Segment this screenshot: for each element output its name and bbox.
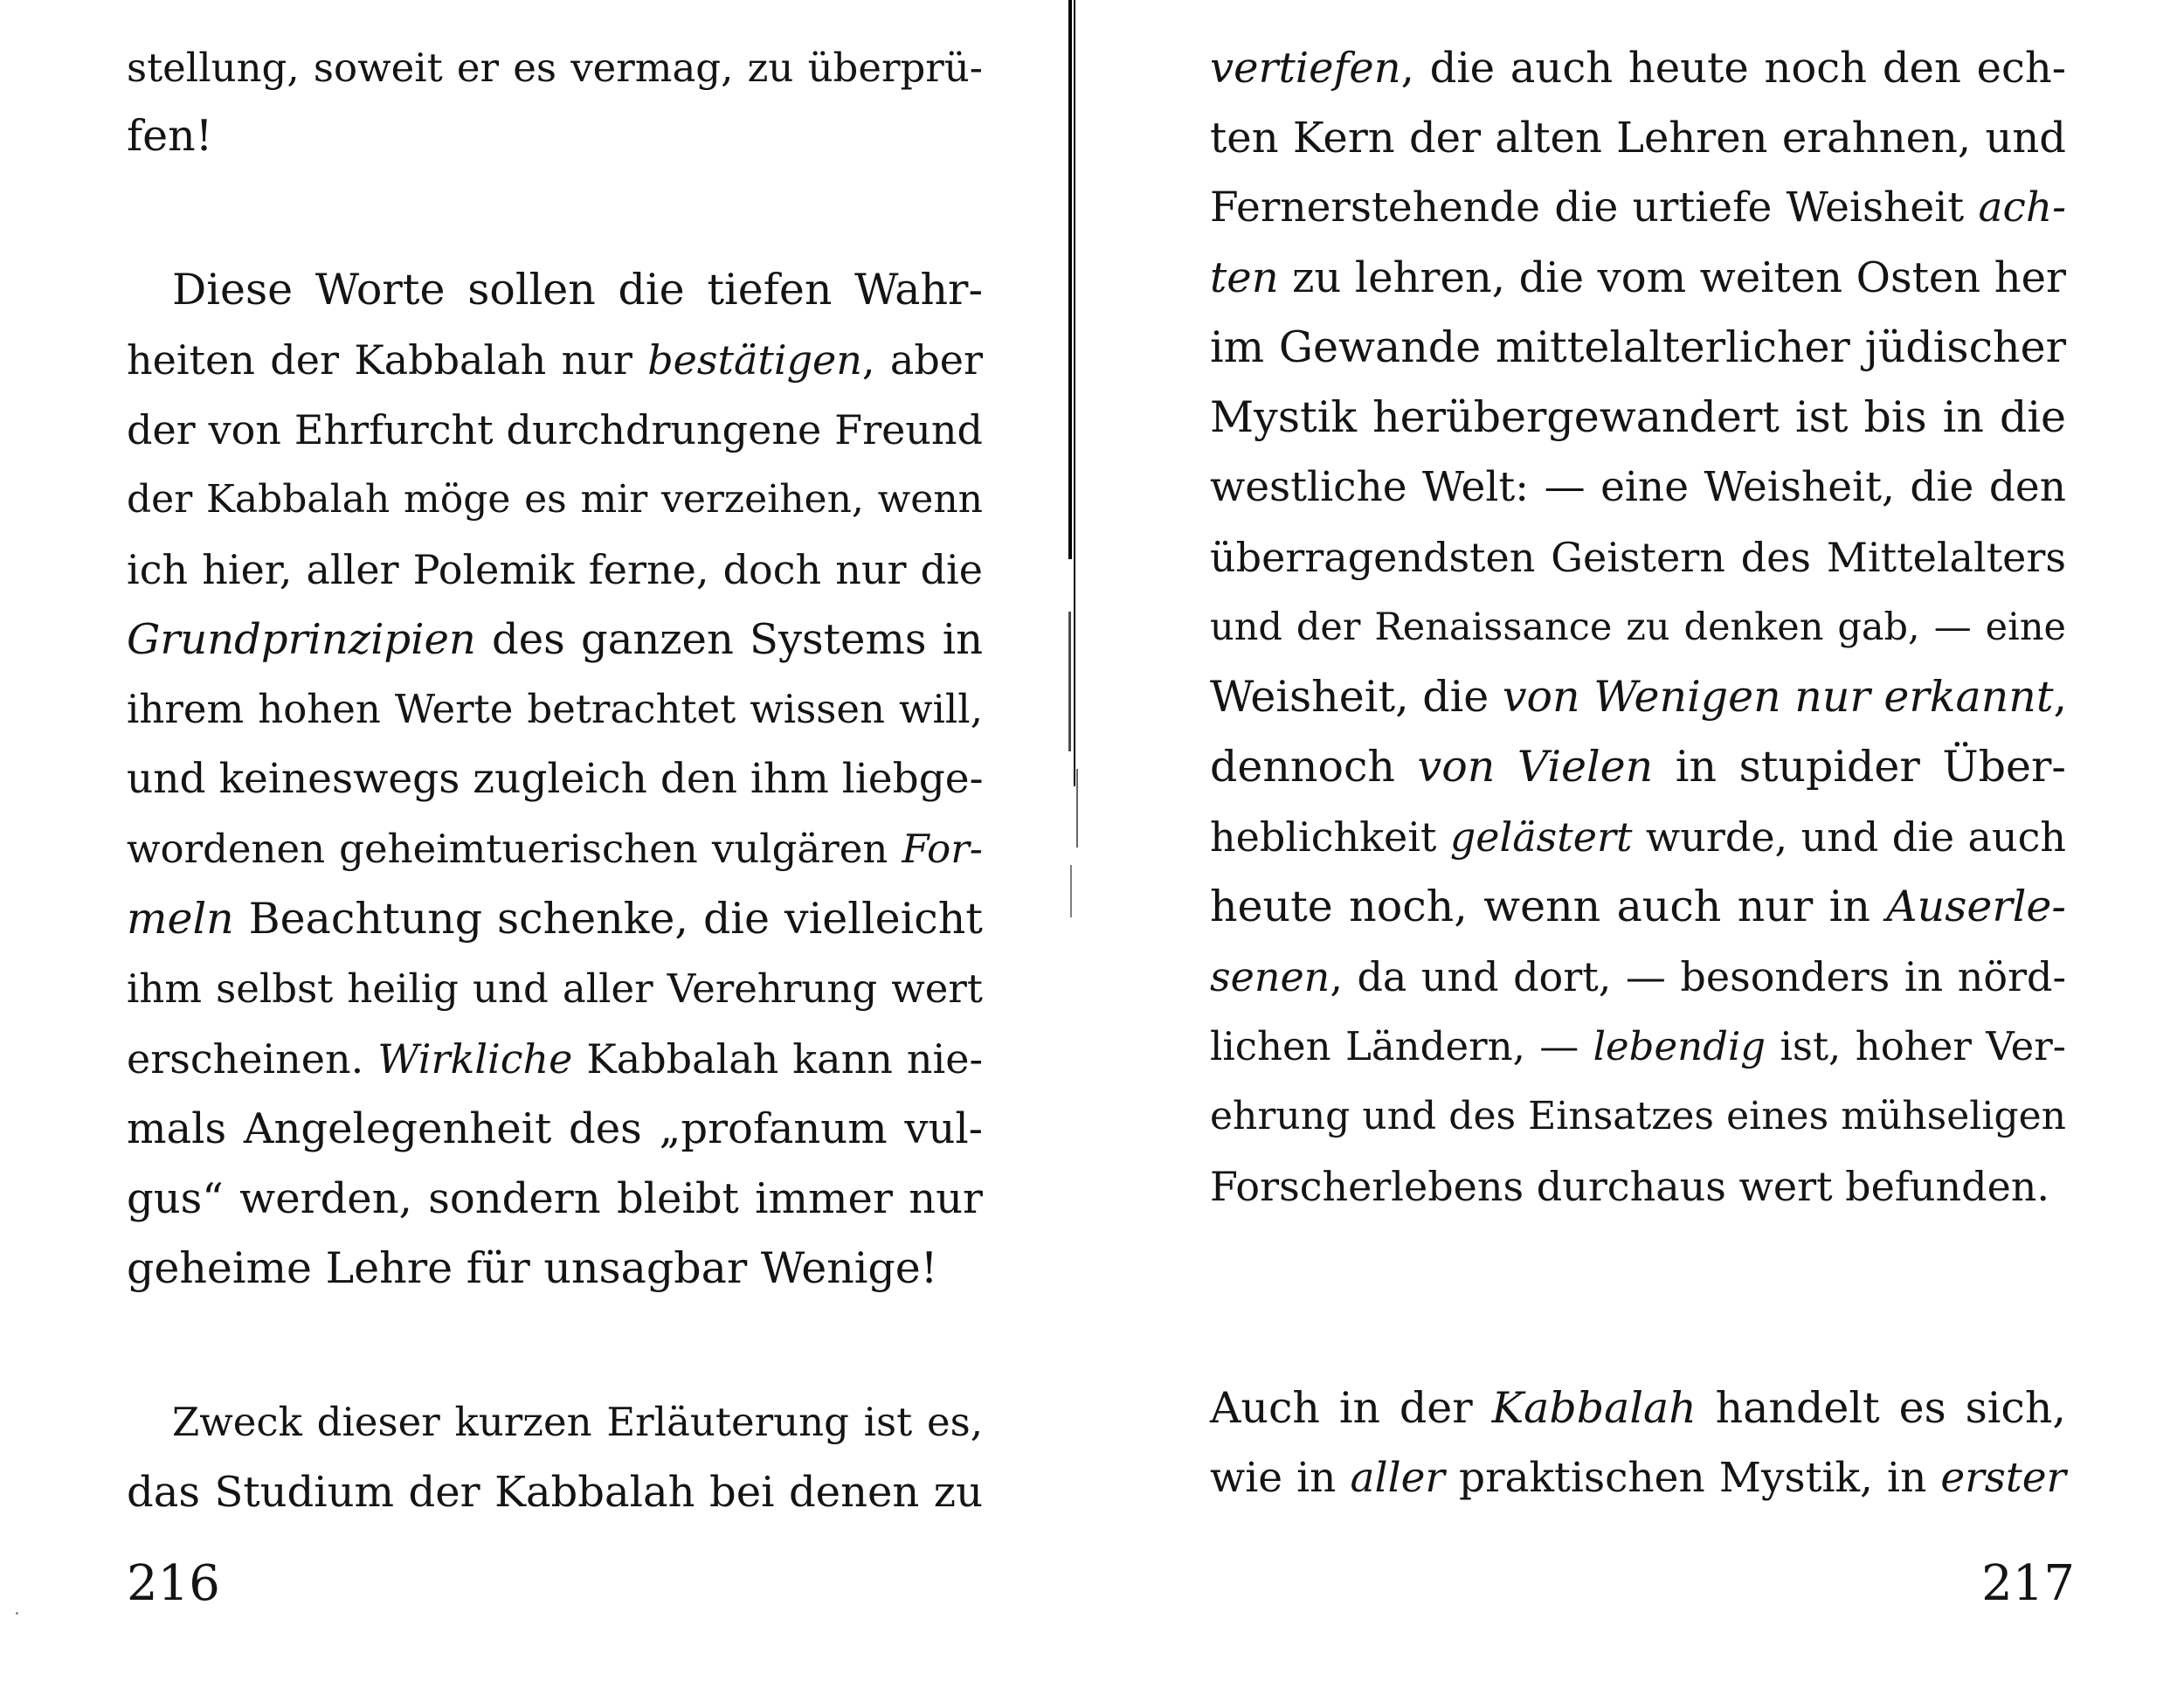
- text-line: ten Kern der alten Lehren erahnen, und: [1210, 114, 2066, 163]
- text-line: stellung, soweit er es vermag, zu überprü-: [127, 45, 983, 91]
- text-line: Forscherlebens durchaus wert befunden.: [1210, 1163, 2050, 1210]
- text-line: fen!: [127, 111, 213, 161]
- emphasis-text: Auserle-: [1886, 882, 2066, 931]
- text-line: ihrem hohen Werte betrachtet wissen will,: [127, 686, 983, 732]
- text-line: senen, da und dort, — besonders in nörd-: [1210, 953, 2066, 1000]
- page-gutter-shadow: [1061, 0, 1088, 961]
- text-line: Diese Worte sollen die tiefen Wahr-: [172, 265, 983, 315]
- emphasis-text: von Wenigen nur erkannt: [1502, 672, 2054, 722]
- text-line: der von Ehrfurcht durchdrungene Freund: [127, 406, 983, 453]
- emphasis-text: vertiefen: [1210, 44, 1401, 93]
- emphasis-text: For-: [902, 826, 983, 872]
- text-line: lichen Ländern, — lebendig ist, hoher Ver-: [1210, 1023, 2067, 1069]
- emphasis-text: ten: [1210, 253, 1279, 302]
- text-line: heiten der Kabbalah nur bestätigen, aber: [127, 336, 983, 384]
- emphasis-text: gelästert: [1449, 813, 1633, 861]
- emphasis-text: lebendig: [1593, 1023, 1766, 1069]
- text-line: geheime Lehre für unsagbar Wenige!: [127, 1243, 938, 1293]
- emphasis-text: bestätigen: [647, 336, 862, 384]
- text-line: mals Angelegenheit des „profanum vul-: [127, 1104, 983, 1153]
- emphasis-text: ach-: [1978, 183, 2066, 232]
- text-line: Mystik herübergewandert ist bis in die: [1210, 392, 2066, 442]
- text-line: wie in aller praktischen Mystik, in erster: [1210, 1454, 2066, 1502]
- text-line: gus“ werden, sondern bleibt immer nur: [127, 1174, 983, 1223]
- text-line: heute noch, wenn auch nur in Auserle-: [1210, 882, 2066, 931]
- emphasis-text: meln: [127, 894, 234, 944]
- text-line: Fernerstehende die urtiefe Weisheit ach-: [1210, 183, 2066, 232]
- text-line: der Kabbalah möge es mir verzeihen, wenn: [127, 477, 983, 522]
- text-line: und der Renaissance zu denken gab, — eine: [1210, 605, 2066, 649]
- text-line: heblichkeit gelästert wurde, und die auch: [1210, 813, 2066, 861]
- text-line: Zweck dieser kurzen Erläuterung ist es,: [172, 1399, 983, 1445]
- text-line: und keineswegs zugleich den ihm liebge-: [127, 755, 984, 803]
- emphasis-text: aller: [1350, 1454, 1445, 1502]
- text-line: meln Beachtung schenke, die vielleicht: [127, 894, 983, 944]
- text-line: ich hier, aller Polemik ferne, doch nur die: [127, 546, 983, 593]
- text-line: Auch in der Kabbalah handelt es sich,: [1210, 1383, 2066, 1433]
- emphasis-text: Grundprinzipien: [127, 615, 476, 664]
- text-line: Grundprinzipien des ganzen Systems in: [127, 615, 983, 664]
- emphasis-text: senen: [1210, 953, 1330, 1000]
- emphasis-text: Wirkliche: [377, 1035, 573, 1083]
- page-number: 217: [1981, 1555, 2075, 1612]
- text-line: Weisheit, die von Wenigen nur erkannt,: [1210, 672, 2068, 722]
- text-line: im Gewande mittelalterlicher jüdischer: [1210, 322, 2066, 372]
- emphasis-text: erster: [1940, 1454, 2066, 1502]
- text-line: überragendsten Geistern des Mittelalters: [1210, 534, 2066, 581]
- text-line: westliche Welt: — eine Weisheit, die den: [1210, 463, 2066, 511]
- text-line: erscheinen. Wirkliche Kabbalah kann nie-: [127, 1035, 983, 1083]
- margin-speck: [16, 1612, 18, 1615]
- emphasis-text: von Vielen: [1417, 742, 1654, 792]
- text-line: ten zu lehren, die vom weiten Osten her: [1210, 253, 2066, 302]
- text-line: dennoch von Vielen in stupider Über-: [1210, 742, 2066, 792]
- page-number: 216: [127, 1555, 220, 1612]
- emphasis-text: Kabbalah: [1491, 1383, 1697, 1433]
- text-line: das Studium der Kabbalah bei denen zu: [127, 1468, 983, 1517]
- text-line: ihm selbst heilig und aller Verehrung wert: [127, 965, 983, 1012]
- text-line: vertiefen, die auch heute noch den ech-: [1210, 44, 2066, 93]
- text-line: wordenen geheimtuerischen vulgären For-: [127, 826, 983, 872]
- text-line: ehrung und des Einsatzes eines mühseligen: [1210, 1094, 2066, 1138]
